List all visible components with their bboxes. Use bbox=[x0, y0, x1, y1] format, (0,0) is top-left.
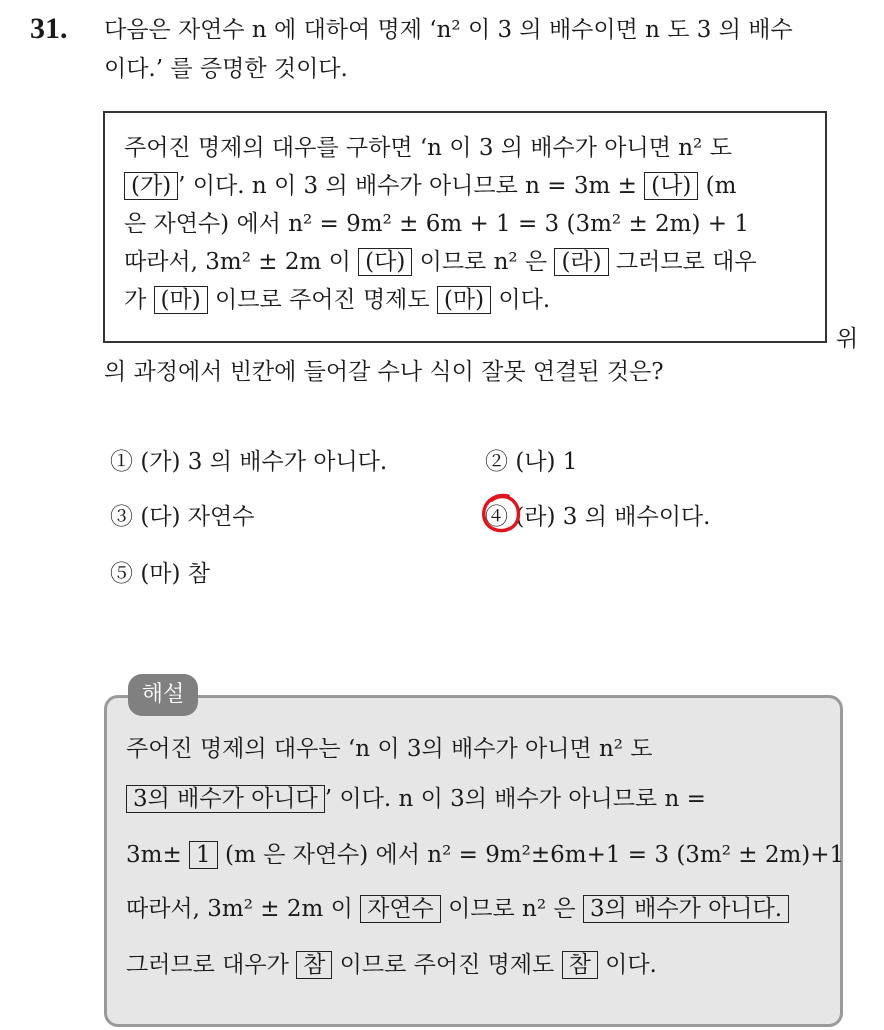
proof-line-3: 은 자연수) 에서 n² = 9m² ± 6m + 1 = 3 (3m² ± 2m) + 1 bbox=[124, 211, 749, 237]
choice-number: ② bbox=[485, 449, 508, 475]
answer-box: 참 bbox=[296, 951, 332, 979]
choice-label: (나) bbox=[515, 449, 556, 475]
blank-box: (마) bbox=[437, 286, 491, 314]
answer-box: 1 bbox=[189, 841, 218, 869]
choice-2[interactable] bbox=[485, 445, 577, 479]
choice-number: ⑤ bbox=[110, 561, 133, 587]
solution-line-1: 주어진 명제의 대우는 ‘n 이 3의 배수가 아니면 n² 도 bbox=[126, 736, 653, 762]
proof-line-2: (가) ’ 이다. n 이 3 의 배수가 아니므로 n = 3m ± (나) (m bbox=[124, 168, 736, 204]
question-text-line-2: 이다.’ 를 증명한 것이다. bbox=[104, 56, 348, 82]
choice-3[interactable] bbox=[110, 500, 254, 534]
choice-text: 참 bbox=[187, 561, 211, 587]
solution-line-2: 3의 배수가 아니다 ’ 이다. n 이 3의 배수가 아니므로 n = bbox=[126, 780, 706, 818]
solution-tag: 해설 bbox=[128, 674, 198, 716]
choice-text: 1 bbox=[562, 449, 578, 475]
blank-box: (마) bbox=[154, 286, 208, 314]
question-prompt: 의 과정에서 빈칸에 들어갈 수나 식이 잘못 연결된 것은? bbox=[104, 359, 664, 385]
answer-box: 자연수 bbox=[360, 895, 441, 923]
answer-box: 참 bbox=[562, 951, 598, 979]
choice-text: 자연수 bbox=[187, 504, 255, 530]
question-number: 31. bbox=[30, 12, 68, 45]
choice-label: (라) bbox=[515, 504, 556, 530]
solution-line-4: 따라서, 3m² ± 2m 이 자연수 이므로 n² 은 3의 배수가 아니다. bbox=[126, 890, 789, 928]
choice-number: ③ bbox=[110, 504, 133, 530]
answer-box: 3의 배수가 아니다. bbox=[583, 895, 789, 923]
choice-1[interactable] bbox=[110, 445, 387, 479]
blank-box: (가) bbox=[124, 172, 178, 200]
trailing-char: 위 bbox=[836, 326, 859, 352]
choice-text: 3 의 배수이다. bbox=[562, 504, 711, 530]
blank-box: (다) bbox=[358, 248, 412, 276]
answer-circle-mark bbox=[478, 490, 524, 536]
choice-text: 3 의 배수가 아니다. bbox=[187, 449, 388, 475]
choice-number: ④ bbox=[485, 504, 508, 530]
choice-label: (마) bbox=[140, 561, 181, 587]
choice-label: (다) bbox=[140, 504, 181, 530]
answer-box: 3의 배수가 아니다 bbox=[126, 785, 325, 813]
choice-number: ① bbox=[110, 449, 133, 475]
question-text-line-1: 다음은 자연수 n 에 대하여 명제 ‘n² 이 3 의 배수이면 n 도 3 의 배수 bbox=[104, 17, 793, 43]
solution-line-5: 그러므로 대우가 참 이므로 주어진 명제도 참 이다. bbox=[126, 952, 657, 978]
proof-line-4: 따라서, 3m² ± 2m 이 (다) 이므로 n² 은 (라) 그러므로 대우 bbox=[124, 249, 757, 275]
proof-line-1: 주어진 명제의 대우를 구하면 ‘n 이 3 의 배수가 아니면 n² 도 bbox=[124, 135, 732, 161]
proof-line-5: 가 (마) 이므로 주어진 명제도 (마) 이다. bbox=[124, 287, 551, 313]
blank-box: (라) bbox=[554, 248, 608, 276]
blank-box: (나) bbox=[644, 172, 698, 200]
choice-5[interactable] bbox=[110, 557, 210, 591]
solution-line-3: 3m± 1 (m 은 자연수) 에서 n² = 9m²±6m+1 = 3 (3m² ± 2m)+1 bbox=[126, 842, 845, 868]
choice-label: (가) bbox=[140, 449, 181, 475]
